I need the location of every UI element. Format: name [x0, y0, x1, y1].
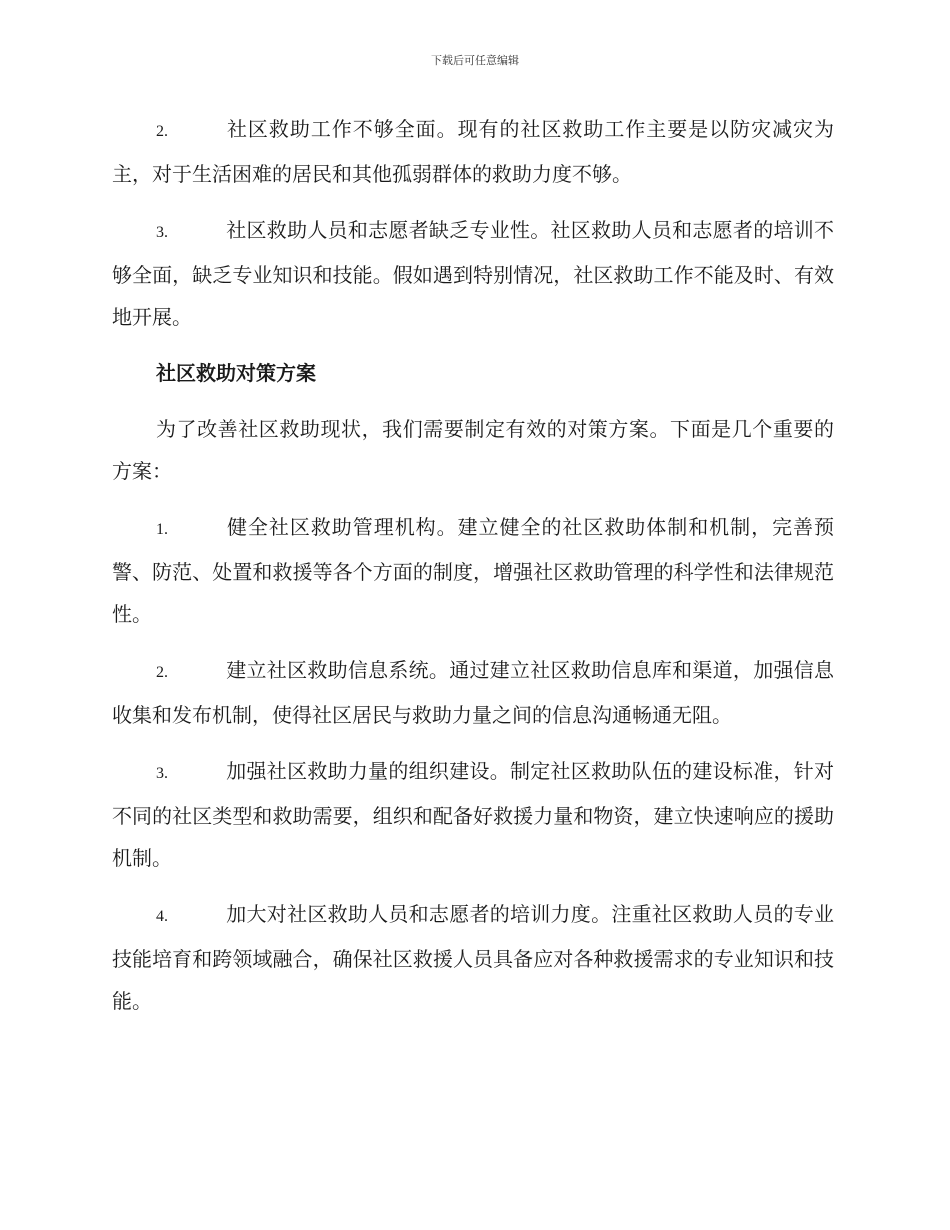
- list-item-text: 社区救助工作不够全面。现有的社区救助工作主要是以防灾减灾为主，对于生活困难的居民和其他孤弱群体的救助力度不够。: [112, 117, 834, 186]
- list-item-problem-3: [112, 209, 834, 338]
- section-heading: 社区救助对策方案: [156, 361, 316, 385]
- list-item-solution-4: [112, 893, 834, 1022]
- page-header: 下载后可任意编辑: [431, 54, 519, 67]
- intro-paragraph: 为了改善社区救助现状，我们需要制定有效的对策方案。下面是几个重要的方案：: [112, 417, 834, 483]
- list-number: 1.: [156, 521, 168, 538]
- list-item-solution-2: [112, 649, 834, 736]
- list-item-text: 加强社区救助力量的组织建设。制定社区救助队伍的建设标准，针对不同的社区类型和救助需要，组织和配备好救援力量和物资，建立快速响应的援助机制。: [112, 759, 834, 870]
- document-body: [112, 108, 834, 1022]
- list-item-solution-1: [112, 506, 834, 635]
- list-item-problem-2: [112, 108, 834, 195]
- list-number: 3.: [156, 765, 168, 782]
- list-number: 2.: [156, 123, 168, 140]
- list-item-text: 健全社区救助管理机构。建立健全的社区救助体制和机制，完善预警、防范、处置和救援等各个方面的制度，增强社区救助管理的科学性和法律规范性。: [112, 515, 834, 626]
- list-item-text: 加大对社区救助人员和志愿者的培训力度。注重社区救助人员的专业技能培育和跨领域融合，确保社区救援人员具备应对各种救援需求的专业知识和技能。: [112, 902, 834, 1013]
- list-item-text: 建立社区救助信息系统。通过建立社区救助信息库和渠道，加强信息收集和发布机制，使得社区居民与救助力量之间的信息沟通畅通无阻。: [112, 658, 834, 727]
- list-number: 2.: [156, 664, 168, 681]
- list-number: 4.: [156, 908, 168, 925]
- list-item-solution-3: [112, 750, 834, 879]
- list-number: 3.: [156, 224, 168, 241]
- list-item-text: 社区救助人员和志愿者缺乏专业性。社区救助人员和志愿者的培训不够全面，缺乏专业知识和技能。假如遇到特别情况，社区救助工作不能及时、有效地开展。: [112, 218, 834, 329]
